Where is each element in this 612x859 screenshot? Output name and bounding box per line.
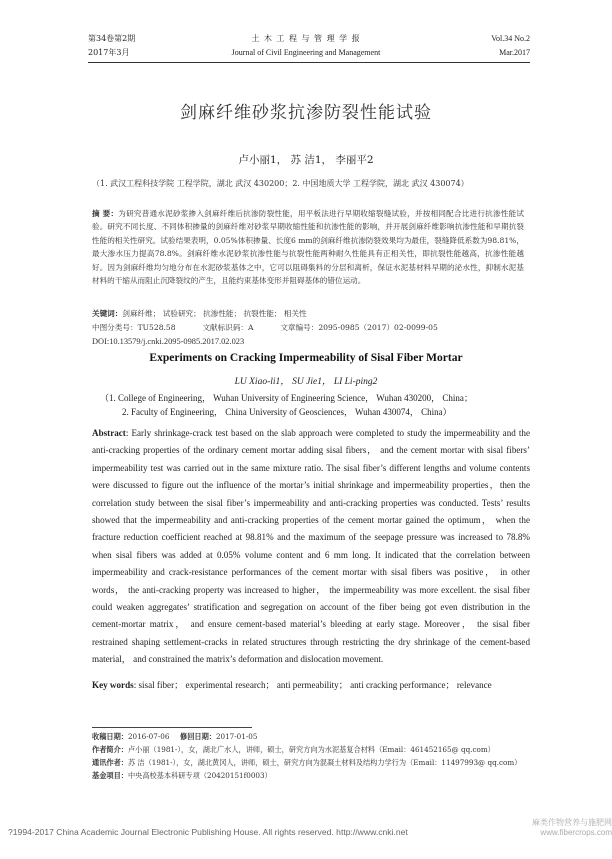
clc-label: 中图分类号： xyxy=(92,323,138,332)
abstract-en-text: : Early shrinkage-crack test based on the slab approach were completed to study the impermeability and the anti-cracking properties of the ordinary cement mortar adding sisal fibers， and the cement mortar with sisal fibers’ impermeability test was carried out in the same mixture ratio. The sisal fiber’s different lengths and volume contents were discussed to figure out the influence of the mortar’s initial shrinkage and impermeability properties，then the correlation study between the sisal fiber’s impermeability and anti-cracking properties was conducted. Tests’ results showed that the impermeability and anti-cracking properties of the cement mortar gained the optimum， when the fracture reduction coefficient reached at 98.81% and the maximum of the seepage pressure was increased to 78.8% when sisal fibers was added at 0.05% volume content and 6 mm long. It indicated that the correlation between impermeability and crack-resistance performances of the cement mortar with sisal fibers was positive， in other words， the anti-cracking property was increased to higher， the impermeability was more excellent. the sisal fiber could weaken aggregates’ stratification and segregation on account of the fiber being got even distribution in the cement-mortar matrix， and ensure cement-based material’s bleeding at early stage. Moreover， the sisal fiber restrained shaping settlement-cracks in related structures through restricting the dry shrinkage of the cement-based material， and constrained the matrix’s deformation and dislocation movement. xyxy=(92,428,530,665)
paper-title-cn: 剑麻纤维砂浆抗渗防裂性能试验 xyxy=(180,103,432,123)
corresponding-label: 通讯作者： xyxy=(92,758,128,767)
keywords-en-label: Key words xyxy=(92,680,134,690)
revised-label: 修回日期： xyxy=(180,732,216,741)
watermark: 麻类作物营养与施肥网 www.fibercrops.com xyxy=(532,818,612,837)
header-volume-en: Vol.34 No.2 xyxy=(491,34,530,43)
paper-title-en: Experiments on Cracking Impermeability of Sisal Fiber Mortar xyxy=(149,352,463,364)
header-journal-cn: 土 木 工 程 与 管 理 学 报 xyxy=(251,34,361,43)
clc-value: TU528.58 xyxy=(137,323,176,332)
header-date-cn: 2017年3月 xyxy=(88,48,130,57)
header-date-en: Mar.2017 xyxy=(499,48,530,57)
article-number-label: 文章编号： xyxy=(280,323,319,332)
footnote-fund xyxy=(92,770,532,781)
doc-code-label: 文献标识码： xyxy=(202,323,249,332)
abstract-en-label: Abstract xyxy=(92,428,126,438)
header-rule xyxy=(88,62,530,63)
header-volume-cn: 第34卷第2期 xyxy=(88,34,136,43)
authors-en: LU Xiao-li1， SU Jie1， LI Li-ping2 xyxy=(234,377,378,387)
received-label: 收稿日期： xyxy=(92,732,128,741)
footnote-author xyxy=(92,744,532,755)
keywords-cn-label: 关键词： xyxy=(92,309,123,318)
abstract-cn xyxy=(92,207,524,287)
abstract-cn-label: 摘 要： xyxy=(92,209,119,218)
abstract-en xyxy=(92,425,530,669)
keywords-cn xyxy=(92,308,307,320)
abstract-cn-text: 为研究普通水泥砂浆掺入剑麻纤维后抗渗防裂性能，用平板法进行早期收缩裂缝试验，并按相同配合比进行抗渗性能试验。研究不同长度、不同体积掺量的剑麻纤维对砂浆早期收缩性能和抗渗性能的影响，并开展剑麻纤维影响抗渗性能和早期抗裂性能的相关性研究。试验结果表明，0.05%体积掺量、长度6 mm的剑麻纤维抗渗防裂效果均为最佳，裂缝降低系数为98.81%，最大渗水压力提高78.8%。剑麻纤维水泥砂浆抗渗性能与抗裂性能两种耐久性能具有正相关性，即抗裂性能越高，抗渗性能越好。因为剑麻纤维均匀地分布在水泥砂浆基体之中，它可以阻碍集料的分层和离析，保证水泥基材料早期的泌水性，抑制水泥基材料的干缩从而阻止沉降裂纹的产生，且能约束基体变形并阻碍基体的错位运动。 xyxy=(92,209,524,286)
author-bio-text: 卢小丽（1981-），女，湖北广水人，讲师，硕士，研究方向为水泥基复合材料（Email：461452165@ qq.com） xyxy=(127,745,495,754)
classification-cn xyxy=(92,322,438,334)
fund-text: 中央高校基本科研专项（20420151f0003） xyxy=(127,771,272,780)
affiliation-en-1: （1. College of Engineering， Wuhan University of Engineering Science， Wuhan 430200， China； xyxy=(100,393,473,403)
corresponding-text: 苏 洁（1981-），女，湖北黄冈人，讲师，硕士，研究方向为混凝土材料及结构力学行为（Email：11497993@ qq.com） xyxy=(127,758,522,767)
footnote-dates xyxy=(92,731,532,742)
revised-date: 2017-01-05 xyxy=(215,732,258,741)
keywords-en xyxy=(92,678,530,693)
doc-code-value: A xyxy=(248,323,254,332)
footnote-rule xyxy=(92,727,252,728)
affiliation-cn: （1. 武汉工程科技学院 工程学院，湖北 武汉 430200；2. 中国地质大学 工程学院，湖北 武汉 430074） xyxy=(92,179,469,188)
author-bio-label: 作者简介： xyxy=(92,745,128,754)
copyright-line: ?1994-2017 China Academic Journal Electronic Publishing House. All rights reserved. http://www.cnki.net xyxy=(8,827,408,837)
header-journal-en: Journal of Civil Engineering and Management xyxy=(231,48,381,57)
fund-label: 基金项目： xyxy=(92,771,128,780)
keywords-cn-text: 剑麻纤维； 试验研究； 抗渗性能； 抗裂性能； 相关性 xyxy=(122,309,307,318)
keywords-en-text: : sisal fiber； experimental research； anti permeability； anti cracking performance； relevance xyxy=(133,680,492,690)
authors-cn: 卢小丽1， 苏 洁1， 李丽平2 xyxy=(238,154,374,166)
doi: DOI:10.13579/j.cnki.2095-0985.2017.02.023 xyxy=(92,337,245,346)
received-date: 2016-07-06 xyxy=(127,732,170,741)
footnote-corresponding xyxy=(92,757,532,768)
article-number-value: 2095-0985（2017）02-0099-05 xyxy=(318,323,438,332)
affiliation-en-2: 2. Faculty of Engineering， China University of Geosciences， Wuhan 430074， China） xyxy=(122,407,452,417)
